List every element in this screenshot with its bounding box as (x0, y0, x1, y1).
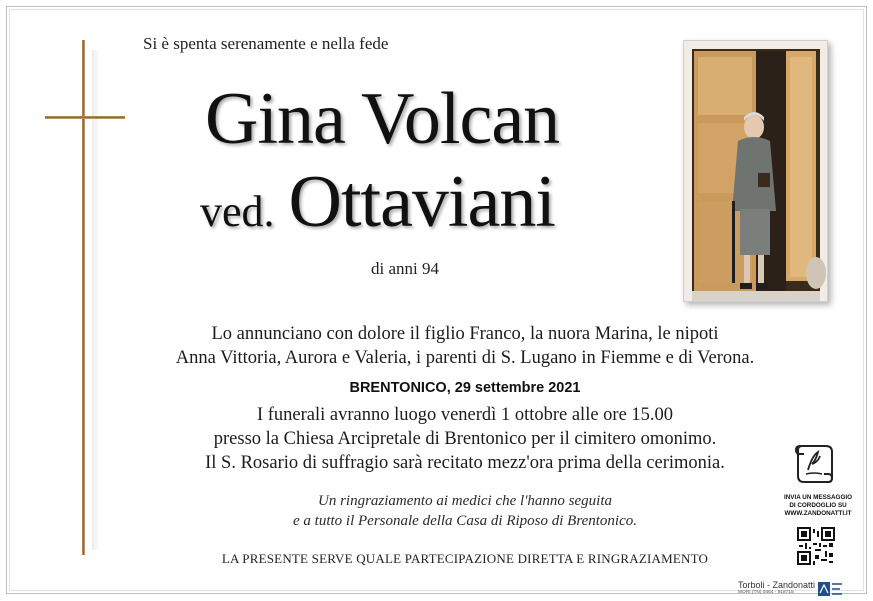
married-name-line (200, 160, 555, 245)
cross-shadow (92, 50, 100, 550)
portrait-photo (683, 40, 828, 302)
agency-logo-icon (818, 582, 844, 596)
thanks-line: Un ringraziamento ai medici che l'hanno seguita (317, 493, 612, 509)
condolence-link[interactable] (772, 494, 864, 518)
married-surname: Ottaviani (288, 161, 555, 243)
scroll-icon[interactable] (792, 440, 838, 486)
announcement-line: Lo annunciano con dolore il figlio Franco, la nuora Marina, le nipoti (211, 324, 719, 344)
intro-text: Si è spenta serenamente e nella fede (143, 34, 389, 53)
funeral-line: Il S. Rosario di suffragio sarà recitato mezz'ora prima della cerimonia. (205, 453, 725, 473)
closing-statement: LA PRESENTE SERVE QUALE PARTECIPAZIONE DIRETTA E RINGRAZIAMENTO (221, 551, 709, 566)
announcement-line: Anna Vittoria, Aurora e Valeria, i parenti di S. Lugano in Fiemme e di Verona. (175, 348, 755, 368)
funeral-line: I funerali avranno luogo venerdì 1 ottobre alle ore 15.00 (256, 405, 674, 425)
announcement (150, 322, 780, 370)
qr-code-icon[interactable] (797, 527, 835, 565)
agency-name: Torboli - Zandonatti (738, 580, 816, 590)
thanks (150, 491, 780, 531)
funeral-line: presso la Chiesa Arcipretale di Brentonico per il cimitero omonimo. (213, 429, 717, 449)
place-date: BRENTONICO, 29 settembre 2021 (349, 380, 581, 396)
thanks-line: e a tutto il Personale della Casa di Riposo di Brentonico. (293, 513, 637, 529)
funeral-info (150, 403, 780, 475)
agency-contact: MORI (TN) 0464 - 918715 (738, 590, 794, 595)
condolence-url[interactable]: WWW.ZANDONATTI.IT (784, 510, 852, 517)
widow-prefix: ved. (200, 187, 275, 236)
age-text: di anni 94 (371, 259, 439, 278)
condolence-line: INVIA UN MESSAGGIO (784, 494, 852, 501)
condolence-line: DI CORDOGLIO SU (789, 502, 847, 509)
cross-bar (45, 116, 125, 119)
deceased-name: Gina Volcan (205, 78, 560, 160)
